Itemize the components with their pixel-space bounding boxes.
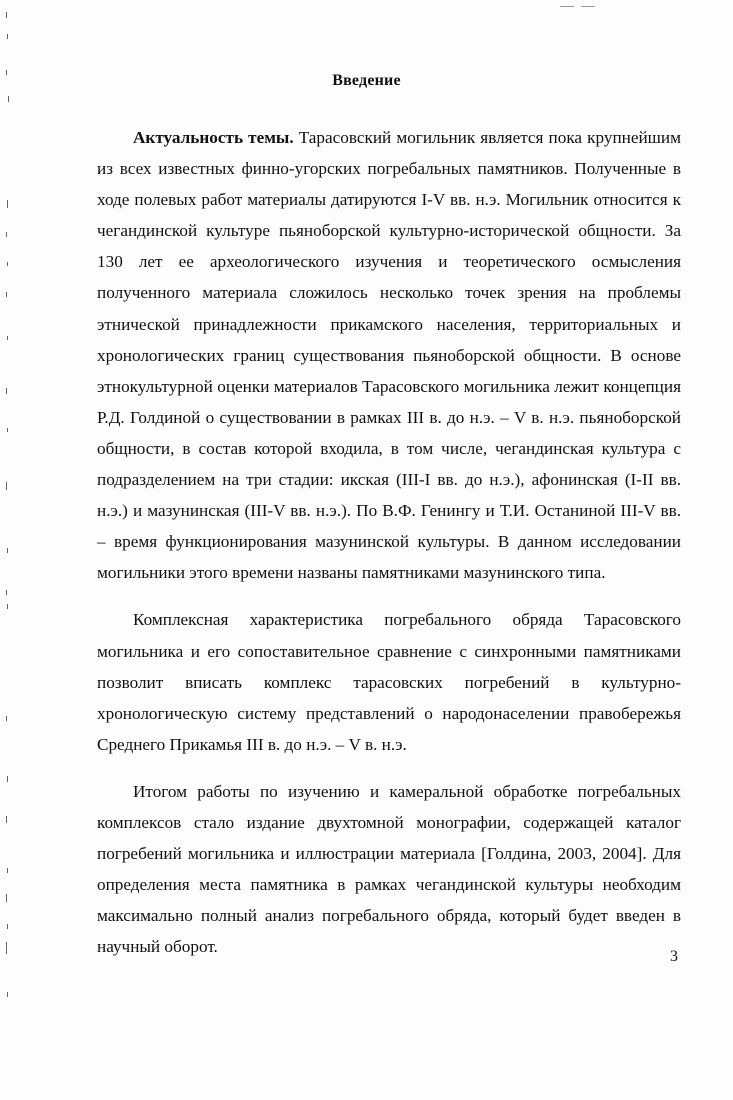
page-number: 3 [670,948,678,965]
paragraph-characteristic: Комплексная характеристика погребального обряда Тарасовского могильника и его сопоставительное сравнение с синхронными памятниками позволит вписать комплекс тарасовских погребений в культурно-хронологическую систему представлений о народонаселении правобережья Среднего Прикамья III в. до н.э. – V в. н.э. [97,610,681,754]
page-title: Введение [332,72,401,89]
paragraph-text: Тарасовский могильник является пока крупнейшим из всех известных финно-угорских погребальных памятников. Полученные в ходе полевых работ материалы датируются I-V вв. н.э. Могильник относится к чегандинской культуре пьяноборской культурно-исторической общности. За 130 лет ее археологического изучения и теоретического осмысления полученного материала сложилось несколько точек зрения на проблемы этнической принадлежности прикамского населения, территориальных и хронологических границ существования пьяноборской общности. В основе этнокультурной оценки материалов Тарасовского могильника лежит концепция Р.Д. Голдиной о существовании в рамках III в. до н.э. – V в. н.э. пьяноборской общности, в состав которой входила, в том числе, чегандинская культура с подразделением на три стадии: икская (III-I вв. до н.э.), афонинская (I-II вв. н.э.) и мазунинская (III-V вв. н.э.). По В.Ф. Генингу и Т.И. Останиной III-V вв. – время функционирования мазунинской культуры. В данном исследовании могильники этого времени названы памятниками мазунинского типа. [97,128,681,583]
paragraph-result: Итогом работы по изучению и камеральной обработке погребальных комплексов стало издание двухтомной монографии, содержащей каталог погребений могильника и иллюстрации материала [Голдина, 2003, 2004]. Для определения места памятника в рамках чегандинской культуры необходим максимально полный анализ погребального обряда, который будет введен в научный оборот. [97,781,681,957]
paragraph-lead: Актуальность темы. [133,128,294,147]
document-body [97,122,681,962]
paragraph-relevance [97,122,681,588]
